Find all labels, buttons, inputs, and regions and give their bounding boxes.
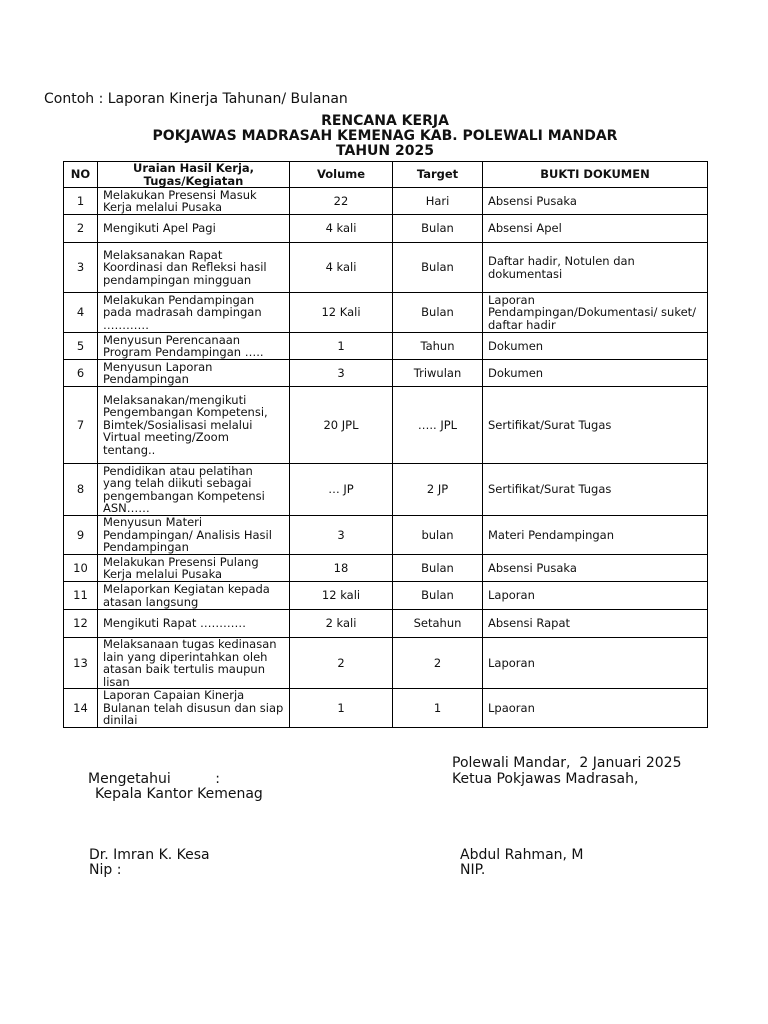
table-row xyxy=(64,464,708,516)
cell-uraian: Melakukan Presensi Masuk Kerja melalui Pusaka xyxy=(98,188,290,215)
cell-uraian: Menyusun Materi Pendampingan/ Analisis Hasil Pendampingan xyxy=(98,516,290,555)
table-row xyxy=(64,555,708,582)
cell-target: Bulan xyxy=(393,293,483,333)
cell-volume: 12 Kali xyxy=(290,293,393,333)
table-row xyxy=(64,243,708,293)
cell-target: Triwulan xyxy=(393,360,483,387)
cell-no: 11 xyxy=(64,582,98,610)
cell-uraian: Melaksanakan Rapat Koordinasi dan Refleksi hasil pendampingan mingguan xyxy=(98,243,290,293)
cell-no: 1 xyxy=(64,188,98,215)
header-uraian: Uraian Hasil Kerja, Tugas/Kegiatan xyxy=(98,162,290,188)
cell-volume: 1 xyxy=(290,333,393,360)
cell-no: 6 xyxy=(64,360,98,387)
cell-uraian: Pendidikan atau pelatihan yang telah diikuti sebagai pengembangan Kompetensi ASN…… xyxy=(98,464,290,516)
left-signer-name: Dr. Imran K. Kesa xyxy=(89,847,210,863)
table-row xyxy=(64,582,708,610)
cell-uraian: Laporan Capaian Kinerja Bulanan telah disusun dan siap dinilai xyxy=(98,689,290,728)
cell-volume: 20 JPL xyxy=(290,387,393,464)
cell-bukti: Laporan Pendampingan/Dokumentasi/ suket/ daftar hadir xyxy=(483,293,708,333)
cell-bukti: Sertifikat/Surat Tugas xyxy=(483,387,708,464)
table-row xyxy=(64,293,708,333)
cell-volume: 2 xyxy=(290,638,393,689)
table-row xyxy=(64,516,708,555)
cell-no: 14 xyxy=(64,689,98,728)
cell-no: 10 xyxy=(64,555,98,582)
table-row xyxy=(64,387,708,464)
left-signer-nip: Nip : xyxy=(89,862,122,878)
cell-volume: 1 xyxy=(290,689,393,728)
cell-no: 7 xyxy=(64,387,98,464)
doc-subtitle: POKJAWAS MADRASAH KEMENAG KAB. POLEWALI MANDAR xyxy=(152,128,618,144)
header-volume: Volume xyxy=(290,162,393,188)
cell-no: 12 xyxy=(64,610,98,638)
table-row xyxy=(64,610,708,638)
cell-volume: 3 xyxy=(290,360,393,387)
cell-volume: 4 kali xyxy=(290,243,393,293)
intro-text: Contoh : Laporan Kinerja Tahunan/ Bulanan xyxy=(44,91,348,107)
cell-no: 8 xyxy=(64,464,98,516)
cell-bukti: Absensi Rapat xyxy=(483,610,708,638)
cell-target: 2 xyxy=(393,638,483,689)
cell-target: Hari xyxy=(393,188,483,215)
cell-volume: 18 xyxy=(290,555,393,582)
cell-volume: … JP xyxy=(290,464,393,516)
cell-bukti: Absensi Pusaka xyxy=(483,555,708,582)
cell-no: 4 xyxy=(64,293,98,333)
cell-bukti: Daftar hadir, Notulen dan dokumentasi xyxy=(483,243,708,293)
header-no: NO xyxy=(64,162,98,188)
cell-target: Bulan xyxy=(393,555,483,582)
doc-title: RENCANA KERJA xyxy=(321,113,449,129)
cell-uraian: Menyusun Laporan Pendampingan xyxy=(98,360,290,387)
table-row xyxy=(64,333,708,360)
cell-uraian: Mengikuti Rapat ………… xyxy=(98,610,290,638)
cell-bukti: Dokumen xyxy=(483,360,708,387)
cell-no: 5 xyxy=(64,333,98,360)
cell-bukti: Sertifikat/Surat Tugas xyxy=(483,464,708,516)
right-signer-name: Abdul Rahman, M xyxy=(460,847,584,863)
cell-bukti: Lpaoran xyxy=(483,689,708,728)
cell-volume: 4 kali xyxy=(290,215,393,243)
cell-uraian: Mengikuti Apel Pagi xyxy=(98,215,290,243)
cell-target: ….. JPL xyxy=(393,387,483,464)
right-signer-title: Ketua Pokjawas Madrasah, xyxy=(452,771,639,787)
right-signer-nip: NIP. xyxy=(460,862,486,878)
table-row xyxy=(64,638,708,689)
cell-no: 9 xyxy=(64,516,98,555)
cell-bukti: Absensi Apel xyxy=(483,215,708,243)
table-row xyxy=(64,689,708,728)
cell-bukti: Laporan xyxy=(483,638,708,689)
cell-bukti: Laporan xyxy=(483,582,708,610)
cell-uraian: Melaksanaan tugas kedinasan lain yang diperintahkan oleh atasan baik tertulis maupun lisan xyxy=(98,638,290,689)
cell-uraian: Menyusun Perencanaan Program Pendampingan ….. xyxy=(98,333,290,360)
left-signer-title: Kepala Kantor Kemenag xyxy=(95,786,263,802)
cell-no: 3 xyxy=(64,243,98,293)
cell-volume: 3 xyxy=(290,516,393,555)
table-row xyxy=(64,188,708,215)
cell-no: 2 xyxy=(64,215,98,243)
header-bukti: BUKTI DOKUMEN xyxy=(483,162,708,188)
cell-volume: 22 xyxy=(290,188,393,215)
cell-no: 13 xyxy=(64,638,98,689)
cell-uraian: Melakukan Pendampingan pada madrasah dampingan ………… xyxy=(98,293,290,333)
doc-year: TAHUN 2025 xyxy=(336,143,434,159)
cell-uraian: Melakukan Presensi Pulang Kerja melalui Pusaka xyxy=(98,555,290,582)
cell-target: Bulan xyxy=(393,243,483,293)
cell-target: Setahun xyxy=(393,610,483,638)
table-row xyxy=(64,360,708,387)
cell-volume: 12 kali xyxy=(290,582,393,610)
cell-target: 1 xyxy=(393,689,483,728)
mengetahui-label: Mengetahui : xyxy=(88,771,220,787)
cell-target: Bulan xyxy=(393,582,483,610)
cell-target: Bulan xyxy=(393,215,483,243)
table-header-row xyxy=(64,162,708,188)
cell-target: 2 JP xyxy=(393,464,483,516)
table-row xyxy=(64,215,708,243)
cell-target: bulan xyxy=(393,516,483,555)
cell-uraian: Melaksanakan/mengikuti Pengembangan Kompetensi, Bimtek/Sosialisasi melalui Virtual meeting/Zoom tentang.. xyxy=(98,387,290,464)
header-target: Target xyxy=(393,162,483,188)
work-plan-table xyxy=(63,161,708,728)
cell-bukti: Absensi Pusaka xyxy=(483,188,708,215)
cell-bukti: Materi Pendampingan xyxy=(483,516,708,555)
cell-target: Tahun xyxy=(393,333,483,360)
cell-volume: 2 kali xyxy=(290,610,393,638)
cell-bukti: Dokumen xyxy=(483,333,708,360)
cell-uraian: Melaporkan Kegiatan kepada atasan langsung xyxy=(98,582,290,610)
place-date: Polewali Mandar, 2 Januari 2025 xyxy=(452,755,682,771)
